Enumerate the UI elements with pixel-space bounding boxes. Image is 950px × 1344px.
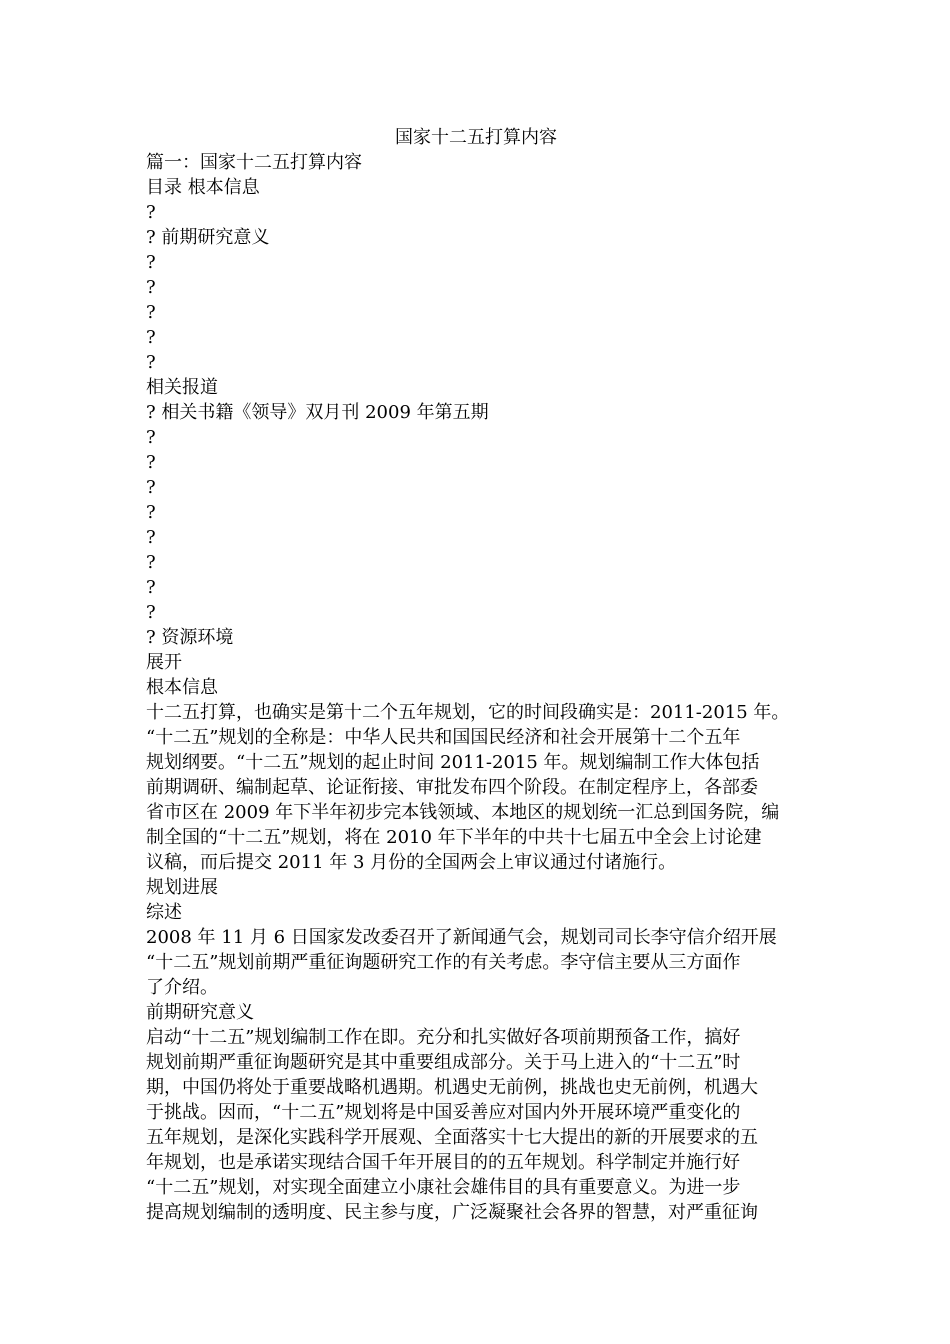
toc-item: ? <box>146 577 156 598</box>
paragraph-basic-info <box>146 700 806 875</box>
paragraph-line: 年规划，也是承诺实现结合国千年开展目的的五年规划。科学制定并施行好 <box>146 1152 740 1173</box>
toc-item: ? <box>146 202 156 223</box>
toc-item: ? <box>146 477 156 498</box>
paragraph-line: 期，中国仍将处于重要战略机遇期。机遇史无前例，挑战也史无前例，机遇大 <box>146 1077 758 1098</box>
paragraph-line: 五年规划，是深化实践科学开展观、全面落实十七大提出的新的开展要求的五 <box>146 1127 758 1148</box>
toc-item: ? <box>146 552 156 573</box>
document-page <box>146 126 806 1225</box>
toc-heading-related: 相关报道 <box>146 377 218 398</box>
paragraph-line: 前期调研、编制起草、论证衔接、审批发布四个阶段。在制定程序上，各部委 <box>146 777 758 798</box>
paragraph-overview <box>146 925 806 1000</box>
toc-item: ? <box>146 277 156 298</box>
paragraph-line: 规划前期严重征询题研究是其中重要组成部分。关于马上进入的“十二五”时 <box>146 1052 741 1073</box>
toc-item: ? <box>146 502 156 523</box>
toc-item: ? <box>146 352 156 373</box>
toc-heading: 目录 根本信息 <box>146 177 260 198</box>
paragraph-line: 议稿，而后提交 2011 年 3 月份的全国两会上审议通过付诸施行。 <box>146 852 677 873</box>
paragraph-line: 制全国的“十二五”规划，将在 2010 年下半年的中共十七届五中全会上讨论建 <box>146 827 762 848</box>
toc-item: ? 前期研究意义 <box>146 227 270 248</box>
paragraph-line: 十二五打算，也确实是第十二个五年规划，它的时间段确实是：2011-2015 年。 <box>146 702 790 723</box>
paragraph-research <box>146 1025 806 1225</box>
subtitle-line: 篇一：国家十二五打算内容 <box>146 152 362 173</box>
paragraph-line: 于挑战。因而，“十二五”规划将是中国妥善应对国内外开展环境严重变化的 <box>146 1102 741 1123</box>
toc-item: ? <box>146 252 156 273</box>
paragraph-line: 了介绍。 <box>146 977 218 998</box>
paragraph-line: “十二五”规划前期严重征询题研究工作的有关考虑。李守信主要从三方面作 <box>146 952 741 973</box>
toc-item: ? <box>146 427 156 448</box>
paragraph-line: “十二五”规划，对实现全面建立小康社会雄伟目的具有重要意义。为进一步 <box>146 1177 741 1198</box>
paragraph-line: 启动“十二五”规划编制工作在即。充分和扎实做好各项前期预备工作，搞好 <box>146 1027 741 1048</box>
paragraph-line: 提高规划编制的透明度、民主参与度，广泛凝聚社会各界的智慧，对严重征询 <box>146 1202 758 1223</box>
section-heading-basic-info: 根本信息 <box>146 677 218 698</box>
toc-item: ? <box>146 327 156 348</box>
toc-item: ? <box>146 302 156 323</box>
section-heading-overview: 综述 <box>146 902 182 923</box>
toc-item: ? 资源环境 <box>146 627 234 648</box>
toc-item: ? <box>146 602 156 623</box>
section-heading-research: 前期研究意义 <box>146 1002 254 1023</box>
expand-label: 展开 <box>146 652 182 673</box>
toc-item: ? 相关书籍《领导》双月刊 2009 年第五期 <box>146 402 489 423</box>
toc-item: ? <box>146 452 156 473</box>
paragraph-line: 省市区在 2009 年下半年初步完本钱领域、本地区的规划统一汇总到国务院，编 <box>146 802 780 823</box>
paragraph-line: 2008 年 11 月 6 日国家发改委召开了新闻通气会，规划司司长李守信介绍开展 <box>146 927 777 948</box>
section-heading-progress: 规划进展 <box>146 877 218 898</box>
paragraph-line: 规划纲要。“十二五”规划的起止时间 2011-2015 年。规划编制工作大体包括 <box>146 752 760 773</box>
paragraph-line: “十二五”规划的全称是：中华人民共和国国民经济和社会开展第十二个五年 <box>146 727 741 748</box>
toc-item: ? <box>146 527 156 548</box>
document-title: 国家十二五打算内容 <box>395 127 557 148</box>
